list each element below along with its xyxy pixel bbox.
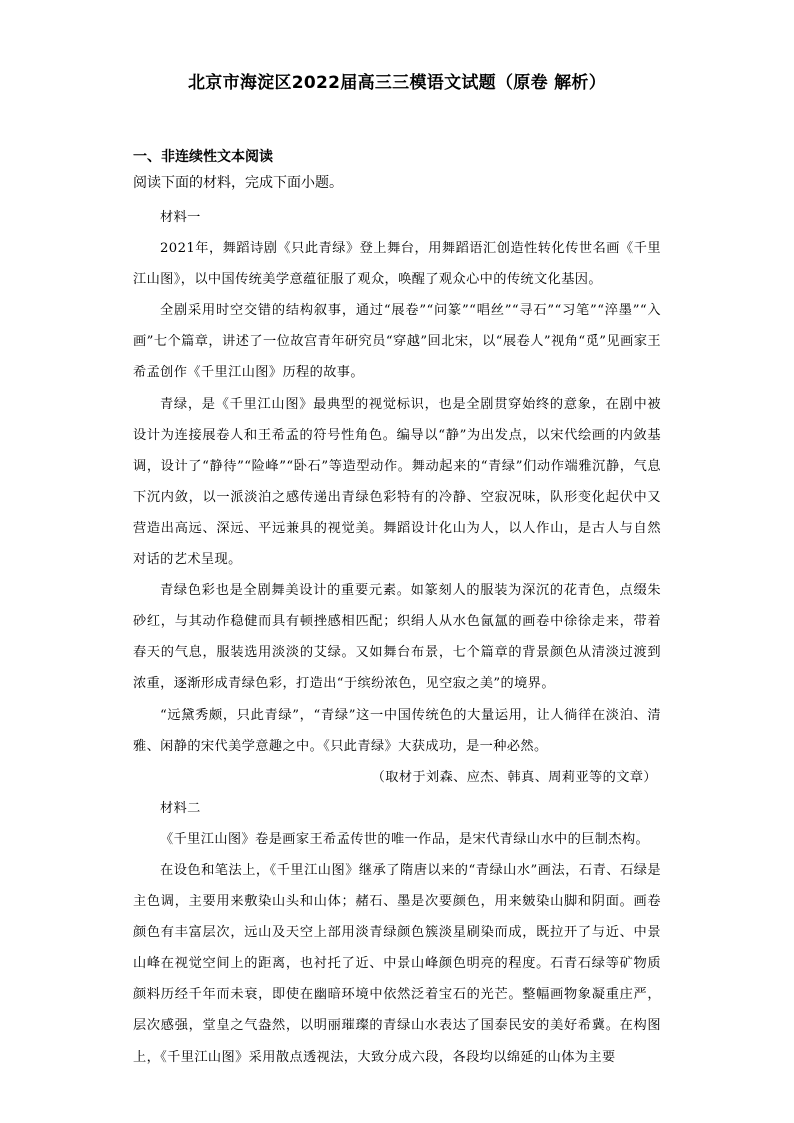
document-title: 北京市海淀区2022届高三三模语文试题（原卷 解析） [187, 73, 607, 93]
reading-passage [133, 202, 661, 1073]
section-heading: 一、非连续性文本阅读 [133, 149, 273, 165]
paragraph: “远黛秀颇，只此青绿”，“青绿”这一中国传统色的大量运用，让人徜徉在淡泊、清雅、闲静的宋代美学意趣之中。《只此青绿》大获成功，是一种必然。 [133, 707, 661, 754]
material-heading: 材料二 [160, 800, 201, 816]
material-heading: 材料一 [160, 210, 201, 225]
paragraph: 青绿，是《千里江山图》最典型的视觉标识，也是全剧贯穿始终的意象，在剧中被设计为连接展卷人和王希孟的符号性角色。编导以“静”为出发点，以宋代绘画的内敛基调，设计了“静待”“险峰”“卧石”等造型动作。舞动起来的“青绿”们动作端雅沉静，气息下沉内敛，以一派淡泊之感传递出青绿色彩特有的冷静、空寂况味，队形变化起伏中又营造出高远、深远、平远兼具的视觉美。舞蹈设计化山为人，以人作山，是古人与自然对话的艺术呈现。 [133, 396, 661, 568]
instruction-text: 阅读下面的材料，完成下面小题。 [133, 175, 343, 191]
paragraph: 《千里江山图》卷是画家王希孟传世的唯一作品，是宋代青绿山水中的巨制杰构。 [160, 831, 650, 847]
paragraph: 2021年，舞蹈诗剧《只此青绿》登上舞台，用舞蹈语汇创造性转化传世名画《千里江山图》，以中国传统美学意蕴征服了观众，唤醒了观众心中的传统文化基因。 [133, 241, 661, 288]
paragraph: 全剧采用时空交错的结构叙事，通过“展卷”“问篆”“唱丝”“寻石”“习笔”“淬墨”“入画”七个篇章，讲述了一位故宫青年研究员“穿越”回北宋，以“展卷人”视角“觅”见画家王希孟创作《千里江山图》历程的故事。 [133, 303, 661, 381]
source-citation: （取材于刘森、应杰、韩真、周莉亚等的文章） [371, 769, 657, 785]
paragraph: 在设色和笔法上，《千里江山图》继承了隋唐以来的“青绿山水”画法，石青、石绿是主色调，主要用来敷染山头和山体；赭石、墨是次要颜色，用来皴染山脚和阴面。画卷颜色有丰富层次，远山及天空上部用淡青绿颜色簇淡星刷染而成，既拉开了与近、中景山峰在视觉空间上的距离，也衬托了近、中景山峰颜色明亮的程度。石青石绿等矿物质颜料历经千年而未衰，即使在幽暗环境中依然泛着宝石的光芒。整幅画物象凝重庄严，层次感强，堂皇之气盎然，以明丽璀璨的青绿山水表达了国泰民安的美好希冀。在构图上，《千里江山图》采用散点透视法，大致分成六段，各段均以绵延的山体为主要 [133, 862, 661, 1065]
paragraph: 青绿色彩也是全剧舞美设计的重要元素。如篆刻人的服装为深沉的花青色，点缀朱砂红，与其动作稳健而具有顿挫感相匹配；织绢人从水色氤氲的画卷中徐徐走来，带着春天的气息，服装选用淡淡的艾绿。又如舞台布景，七个篇章的背景颜色从清淡过渡到浓重，逐渐形成青绿色彩，打造出“于缤纷浓色，见空寂之美”的境界。 [133, 583, 661, 692]
